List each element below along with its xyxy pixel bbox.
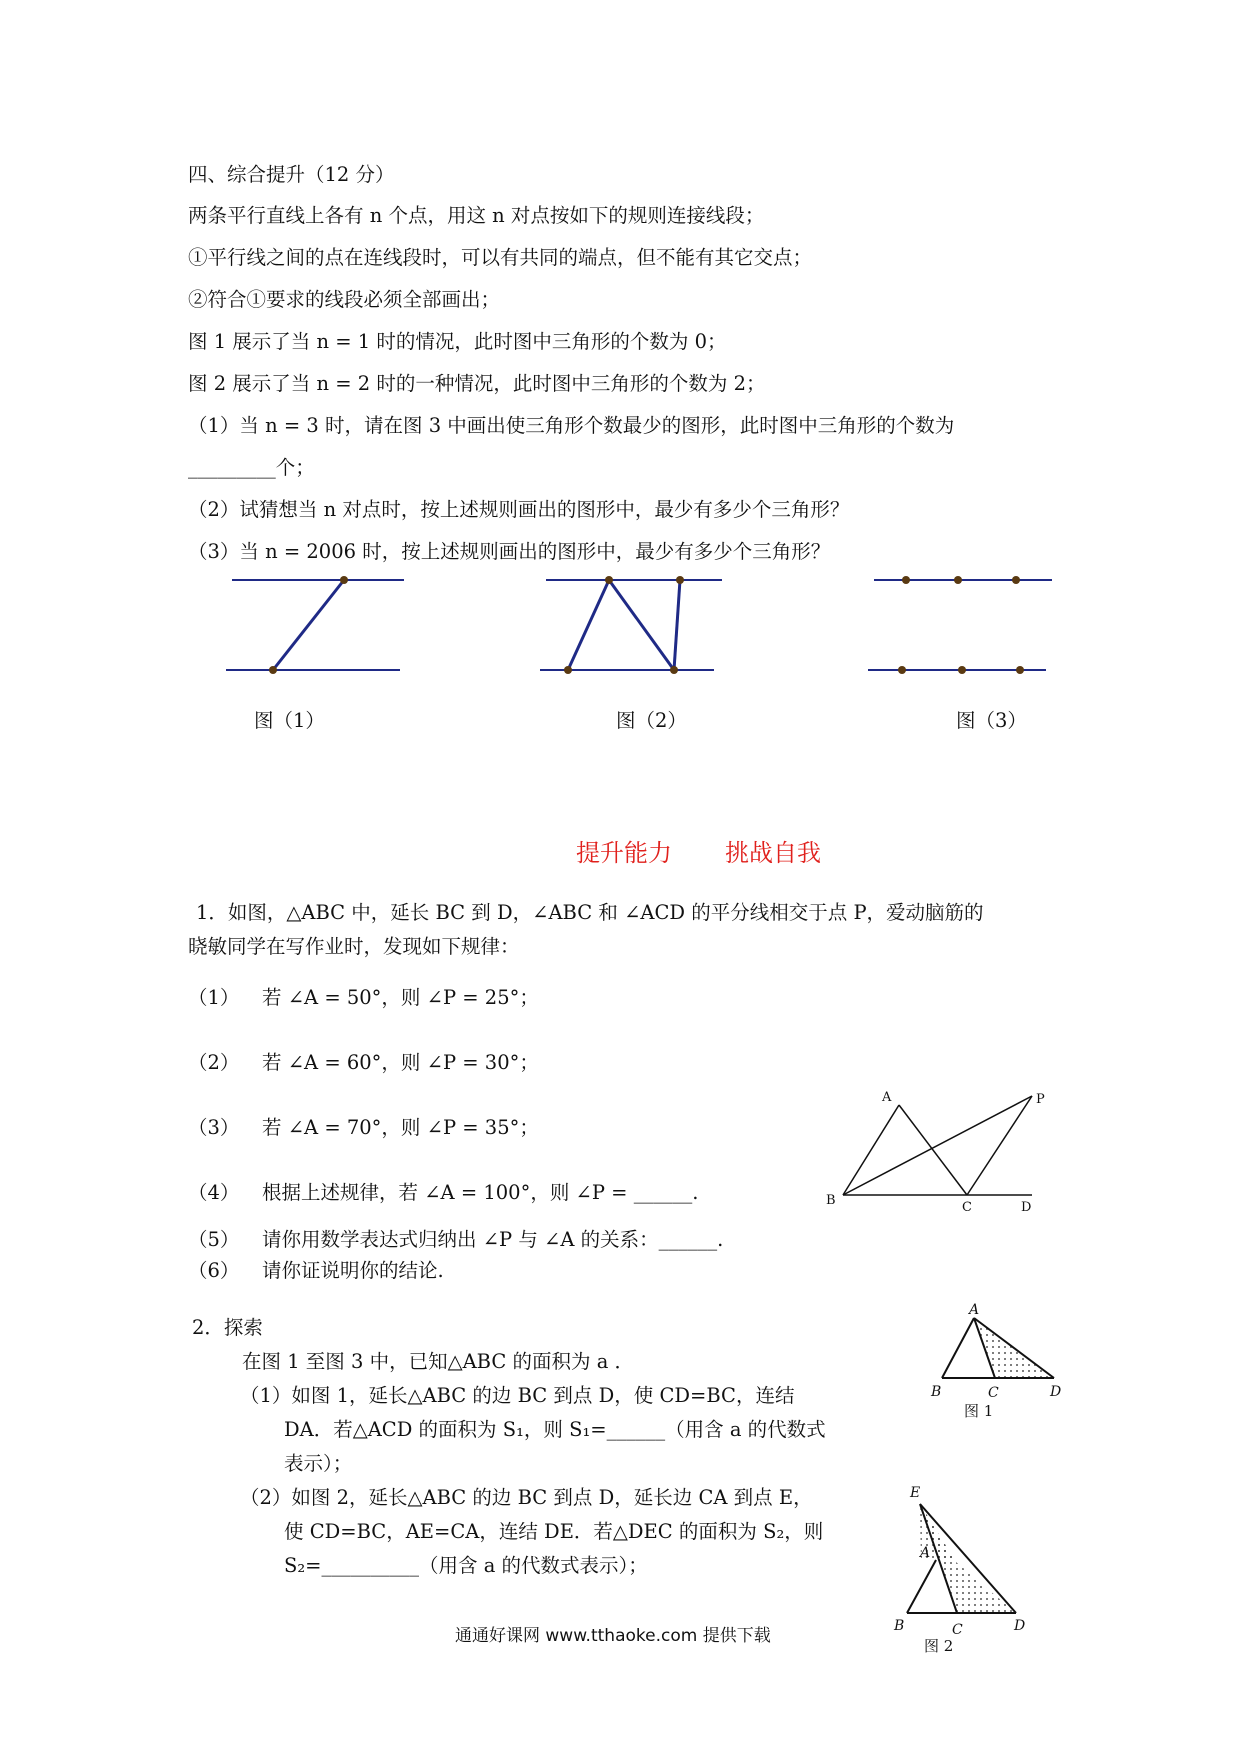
problem1-item-num: （3） (188, 1116, 240, 1139)
problem2-line: （1）如图 1，延长△ABC 的边 BC 到点 D，使 CD=BC，连结 (240, 1384, 795, 1407)
problem2-line: 表示）； (284, 1452, 353, 1475)
fig2-caption: 图 2 (924, 1637, 954, 1655)
problem-line: ①平行线之间的点在连线段时，可以有共同的端点，但不能有其它交点； (188, 246, 813, 269)
fig2-label-a: A (920, 1545, 931, 1561)
problem2-line: 在图 1 至图 3 中，已知△ABC 的面积为 a ． (242, 1350, 635, 1373)
fig1-label-d: D (1050, 1384, 1062, 1400)
fig1-label-c: C (988, 1385, 999, 1401)
question-3: （3）当 n = 2006 时，按上述规则画出的图形中，最少有多少个三角形？ (188, 540, 831, 563)
problem2-line: DA．若△ACD 的面积为 S₁，则 S₁=______（用含 a 的代数式 (284, 1418, 826, 1441)
problem1-item-num: （4） (188, 1181, 240, 1204)
area-figure-1 (942, 1318, 1054, 1378)
problem1-item-text: 若 ∠A = 70°，则 ∠P = 35°； (262, 1116, 539, 1139)
problem2-line: S₂=__________（用含 a 的代数式表示）； (284, 1554, 648, 1577)
challenge-heading-left: 提升能力 (576, 839, 672, 867)
challenge-heading-right: 挑战自我 (725, 839, 821, 867)
figure-1-caption: 图（1） (254, 709, 325, 732)
point-label-p: P (1036, 1092, 1045, 1107)
point-label-c: C (962, 1200, 972, 1215)
question-1-blank: _________个； (188, 456, 315, 479)
question-1: （1）当 n = 3 时，请在图 3 中画出使三角形个数最少的图形，此时图中三角形的个数为 (188, 414, 955, 437)
fig2-label-e: E (910, 1485, 921, 1501)
problem2-line: 使 CD=BC，AE=CA，连结 DE．若△DEC 的面积为 S₂，则 (284, 1520, 824, 1543)
problem1-item-text: 若 ∠A = 60°，则 ∠P = 30°； (262, 1051, 539, 1074)
fig1-label-a: A (969, 1302, 980, 1318)
problem-line: ②符合①要求的线段必须全部画出； (188, 288, 501, 311)
problem1-item-text: 根据上述规律，若 ∠A = 100°，则 ∠P = ______. (262, 1181, 699, 1204)
problem1-intro: 1．如图，△ABC 中，延长 BC 到 D，∠ABC 和 ∠ACD 的平分线相交于点 P，爱动脑筋的 (196, 901, 984, 924)
fig2-label-c: C (952, 1622, 963, 1638)
fig1-label-b: B (931, 1384, 942, 1400)
point-label-d: D (1021, 1200, 1032, 1215)
problem1-item-num: （1） (188, 986, 240, 1009)
fig2-label-d: D (1014, 1618, 1026, 1634)
problem1-item-text: 若 ∠A = 50°，则 ∠P = 25°； (262, 986, 539, 1009)
problem-line: 两条平行直线上各有 n 个点，用这 n 对点按如下的规则连接线段； (188, 204, 765, 227)
problem1-item-num: （5） (188, 1228, 240, 1251)
problem-line: 图 2 展示了当 n = 2 时的一种情况，此时图中三角形的个数为 2； (188, 372, 766, 395)
question-2: （2）试猜想当 n 对点时，按上述规则画出的图形中，最少有多少个三角形？ (188, 498, 850, 521)
point-label-b: B (826, 1193, 836, 1208)
fig1-caption: 图 1 (964, 1402, 994, 1420)
section-heading: 四、综合提升（12 分） (188, 163, 395, 186)
figure-2-caption: 图（2） (616, 709, 687, 732)
point-label-a: A (882, 1090, 892, 1105)
problem1-item-text: 请你用数学表达式归纳出 ∠P 与 ∠A 的关系：______. (262, 1228, 724, 1251)
problem1-item-num: （2） (188, 1051, 240, 1074)
problem-line: 图 1 展示了当 n = 1 时的情况，此时图中三角形的个数为 0； (188, 330, 727, 353)
problem2-line: （2）如图 2，延长△ABC 的边 BC 到点 D，延长边 CA 到点 E， (240, 1486, 813, 1509)
figure-3-caption: 图（3） (956, 709, 1027, 732)
page-footer: 通通好课网 www.tthaoke.com 提供下载 (455, 1626, 771, 1646)
fig2-label-b: B (894, 1618, 905, 1634)
problem1-item-text: 请你证说明你的结论. (262, 1259, 444, 1282)
problem2-heading: 2．探索 (192, 1316, 263, 1339)
problem1-item-num: （6） (188, 1259, 240, 1282)
problem1-intro: 晓敏同学在写作业时，发现如下规律： (188, 935, 520, 958)
